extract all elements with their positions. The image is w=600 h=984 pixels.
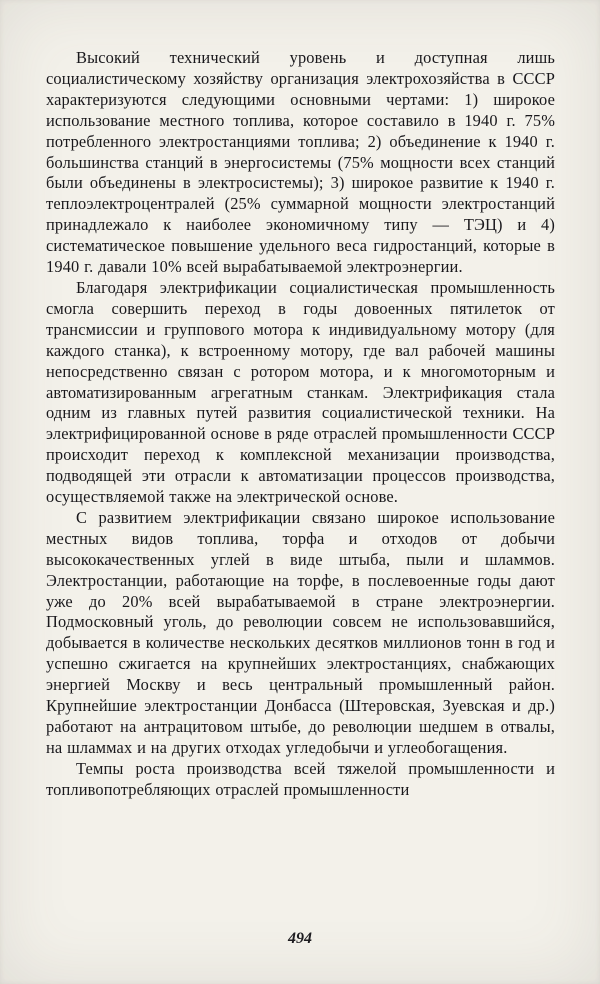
paragraph: С развитием электрификации связано широкое использование местных видов топлива, торфа и отходов от добычи высококачественных углей в виде штыба, пыли и шламмов. Электростанции, работающие на торфе, в послевоенные годы дают уже до 20% всей вырабатываемой в стране электроэнергии. Подмосковный уголь, до революции совсем не использовавшийся, добывается в количестве нескольких десятков миллионов тонн в год и успешно сжигается на крупнейших электростанциях, снабжающих энергией Москву и весь центральный промышленный район. Крупнейшие электростанции Донбасса (Штеровская, Зуевская и др.) работают на антрацитовом штыбе, до революции шедшем в отвалы, на шламмах и на других отходах угледобычи и углеобогащения. [46,507,555,757]
paragraph: Темпы роста производства всей тяжелой промышленности и топливопотребляющих отраслей промышленности [46,758,555,799]
paragraph: Благодаря электрификации социалистическая промышленность смогла совершить переход в годы довоенных пятилеток от трансмиссии и группового мотора к индивидуальному мотору (для каждого станка), к встроенному мотору, где вал рабочей машины непосредственно связан с ротором мотора, и к многомоторным и автоматизированным агрегатным станкам. Электрификация стала одним из главных путей развития социалистической техники. На электрифицированной основе в ряде отраслей промышленности СССР происходит переход к комплексной механизации производства, подводящей эти отрасли к автоматизации процессов производства, осуществляемой также на электрической основе. [46,277,555,507]
paragraph: Высокий технический уровень и доступная лишь социалистическому хозяйству организация электрохозяйства в СССР характеризуются следующими основными чертами: 1) широкое использование местного топлива, которое составило в 1940 г. 75% потребленного электростанциями топлива; 2) объединение к 1940 г. большинства станций в энергосистемы (75% мощности всех станций были объединены в электросистемы); 3) широкое развитие к 1940 г. теплоэлектроцентралей (25% суммарной мощности электростанций принадлежало к наиболее экономичному типу — ТЭЦ) и 4) систематическое повышение удельного веса гидростанций, которые в 1940 г. давали 10% всей вырабатываемой электроэнергии. [46,48,555,277]
page-text-block [46,48,555,801]
page-number: 494 [288,930,312,947]
